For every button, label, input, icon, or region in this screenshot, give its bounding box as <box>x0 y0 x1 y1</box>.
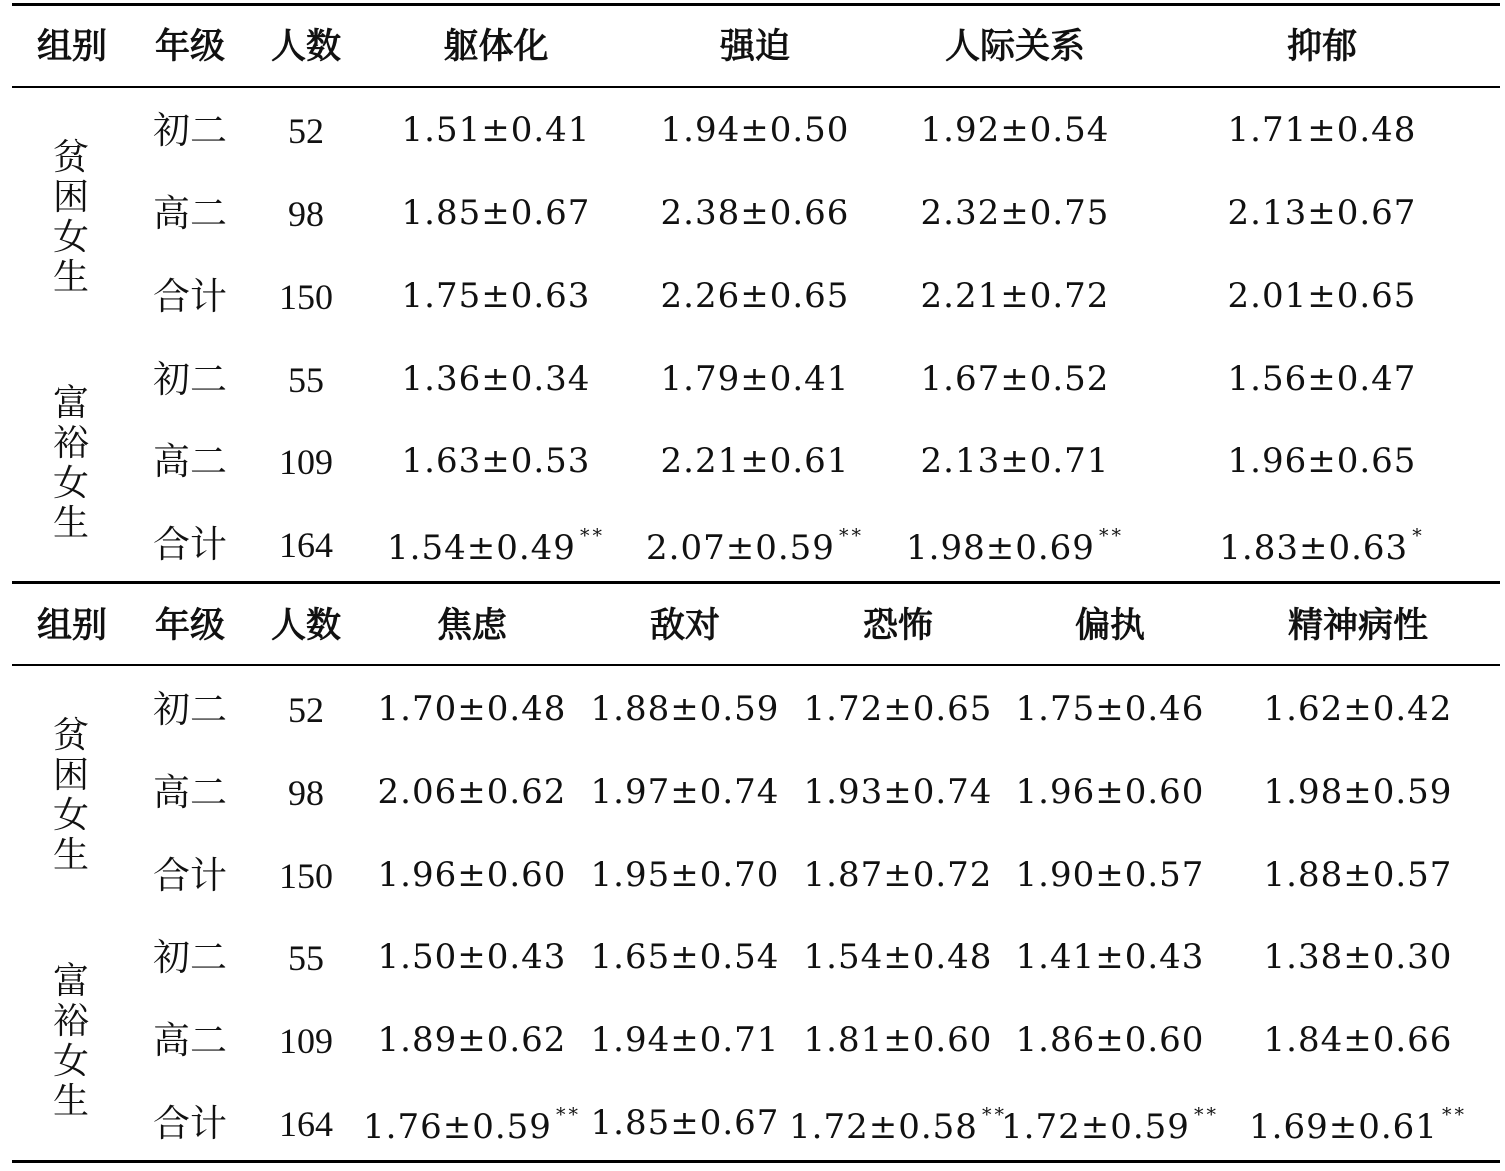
group-label-char: 女 <box>52 795 89 836</box>
mean-sd-value: 1.36±0.34 <box>401 359 591 399</box>
count-cell: 109 <box>279 1021 333 1061</box>
mean-sd-value: 1.75±0.46 <box>1015 689 1205 729</box>
value-cell <box>1249 1104 1467 1147</box>
group-label <box>52 962 90 1122</box>
value-cell <box>1015 937 1205 977</box>
value-cell <box>1227 110 1417 150</box>
value-cell <box>1015 772 1205 812</box>
value-cell <box>1227 359 1417 399</box>
value-cell <box>1227 441 1417 481</box>
value-cell <box>590 937 780 977</box>
value-cell <box>377 1020 567 1060</box>
significance-mark: * <box>1412 525 1425 547</box>
value-cell <box>363 1104 581 1147</box>
value-cell <box>920 441 1110 481</box>
grade-cell: 合计 <box>153 523 227 566</box>
group-label <box>52 716 90 876</box>
mean-sd-value: 1.54±0.49 <box>387 528 576 568</box>
mean-sd-value: 1.50±0.43 <box>377 937 567 977</box>
column-header: 年级 <box>154 606 226 646</box>
mean-sd-value: 1.72±0.65 <box>803 689 993 729</box>
grade-cell: 高二 <box>153 771 227 814</box>
mean-sd-value: 1.72±0.59 <box>1001 1107 1190 1147</box>
value-cell <box>377 689 567 729</box>
value-cell <box>803 1020 993 1060</box>
group-label-char: 女 <box>52 217 89 258</box>
group-label-char: 困 <box>52 177 89 218</box>
mean-sd-value: 1.90±0.57 <box>1015 855 1205 895</box>
value-cell <box>660 359 850 399</box>
mean-sd-value: 1.69±0.61 <box>1249 1107 1438 1147</box>
value-cell <box>401 193 591 233</box>
column-header: 精神病性 <box>1287 606 1429 646</box>
mean-sd-value: 1.89±0.62 <box>377 1020 567 1060</box>
count-cell: 55 <box>288 360 324 400</box>
header-rule-1 <box>12 86 1500 88</box>
mean-sd-value: 1.63±0.53 <box>401 441 591 481</box>
mean-sd-value: 1.76±0.59 <box>363 1107 552 1147</box>
mean-sd-value: 2.13±0.67 <box>1227 193 1417 233</box>
grade-cell: 高二 <box>153 440 227 483</box>
count-cell: 109 <box>279 442 333 482</box>
header-rule-2 <box>12 664 1500 666</box>
value-cell <box>401 110 591 150</box>
mean-sd-value: 1.51±0.41 <box>401 110 591 150</box>
mean-sd-value: 1.81±0.60 <box>803 1020 993 1060</box>
mean-sd-value: 2.32±0.75 <box>920 193 1110 233</box>
group-label <box>52 384 90 544</box>
value-cell <box>590 1020 780 1060</box>
value-cell <box>803 772 993 812</box>
value-cell <box>1263 772 1453 812</box>
mean-sd-value: 1.95±0.70 <box>590 855 780 895</box>
group-label-char: 生 <box>52 503 89 544</box>
significance-mark: ** <box>981 1104 1007 1126</box>
value-cell <box>660 110 850 150</box>
column-header: 焦虑 <box>436 606 508 646</box>
mean-sd-value: 1.88±0.57 <box>1263 855 1453 895</box>
column-header: 人数 <box>270 606 342 646</box>
mean-sd-value: 1.96±0.60 <box>1015 772 1205 812</box>
grade-cell: 初二 <box>153 109 227 152</box>
value-cell <box>660 193 850 233</box>
group-label-char: 生 <box>52 257 89 298</box>
count-cell: 98 <box>288 194 324 234</box>
value-cell <box>590 1103 780 1143</box>
significance-mark: ** <box>838 525 864 547</box>
count-cell: 52 <box>288 690 324 730</box>
count-cell: 164 <box>279 1104 333 1144</box>
group-label-char: 富 <box>52 961 89 1002</box>
value-cell <box>1263 855 1453 895</box>
value-cell <box>1015 1020 1205 1060</box>
mean-sd-value: 1.84±0.66 <box>1263 1020 1453 1060</box>
column-header: 组别 <box>36 606 108 646</box>
significance-mark: ** <box>1098 525 1124 547</box>
bottom-rule <box>12 1160 1500 1163</box>
mean-sd-value: 1.86±0.60 <box>1015 1020 1205 1060</box>
value-cell <box>789 1104 1007 1147</box>
mean-sd-value: 1.92±0.54 <box>920 110 1110 150</box>
significance-mark: ** <box>1441 1104 1467 1126</box>
mean-sd-value: 1.94±0.71 <box>590 1020 780 1060</box>
value-cell <box>401 441 591 481</box>
count-cell: 164 <box>279 525 333 565</box>
grade-cell: 初二 <box>153 936 227 979</box>
column-header: 敌对 <box>649 606 721 646</box>
value-cell <box>387 525 605 568</box>
mean-sd-value: 2.07±0.59 <box>646 528 835 568</box>
mean-sd-value: 1.38±0.30 <box>1263 937 1453 977</box>
count-cell: 150 <box>279 277 333 317</box>
value-cell <box>590 772 780 812</box>
value-cell <box>803 689 993 729</box>
mean-sd-value: 1.88±0.59 <box>590 689 780 729</box>
mean-sd-value: 1.87±0.72 <box>803 855 993 895</box>
group-label-char: 困 <box>52 755 89 796</box>
column-header: 强迫 <box>719 27 791 67</box>
mean-sd-value: 1.70±0.48 <box>377 689 567 729</box>
mean-sd-value: 2.13±0.71 <box>920 441 1110 481</box>
mean-sd-value: 1.71±0.48 <box>1227 110 1417 150</box>
grade-cell: 初二 <box>153 688 227 731</box>
group-label-char: 贫 <box>52 715 89 756</box>
count-cell: 150 <box>279 856 333 896</box>
group-label <box>52 138 90 298</box>
grade-cell: 高二 <box>153 1019 227 1062</box>
value-cell <box>803 855 993 895</box>
mean-sd-value: 2.06±0.62 <box>377 772 567 812</box>
value-cell <box>1001 1104 1219 1147</box>
value-cell <box>377 772 567 812</box>
column-header: 组别 <box>36 27 108 67</box>
mean-sd-value: 1.96±0.60 <box>377 855 567 895</box>
count-cell: 98 <box>288 773 324 813</box>
mean-sd-value: 1.72±0.58 <box>789 1107 978 1147</box>
value-cell <box>1219 525 1425 568</box>
count-cell: 52 <box>288 111 324 151</box>
value-cell <box>920 359 1110 399</box>
grade-cell: 合计 <box>153 275 227 318</box>
mean-sd-value: 1.56±0.47 <box>1227 359 1417 399</box>
value-cell <box>920 110 1110 150</box>
mean-sd-value: 2.26±0.65 <box>660 276 850 316</box>
value-cell <box>660 276 850 316</box>
mean-sd-value: 1.97±0.74 <box>590 772 780 812</box>
mean-sd-value: 1.65±0.54 <box>590 937 780 977</box>
value-cell <box>1263 689 1453 729</box>
mean-sd-value: 1.93±0.74 <box>803 772 993 812</box>
mean-sd-value: 1.67±0.52 <box>920 359 1110 399</box>
significance-mark: ** <box>1193 1104 1219 1126</box>
mean-sd-value: 1.94±0.50 <box>660 110 850 150</box>
mean-sd-value: 1.98±0.69 <box>906 528 1095 568</box>
group-label-char: 生 <box>52 835 89 876</box>
column-header: 抑郁 <box>1286 27 1358 67</box>
value-cell <box>1227 193 1417 233</box>
value-cell <box>1015 855 1205 895</box>
mean-sd-value: 1.98±0.59 <box>1263 772 1453 812</box>
grade-cell: 合计 <box>153 854 227 897</box>
group-label-char: 富 <box>52 383 89 424</box>
group-label-char: 女 <box>52 1041 89 1082</box>
value-cell <box>920 193 1110 233</box>
value-cell <box>1227 276 1417 316</box>
mean-sd-value: 2.21±0.61 <box>660 441 850 481</box>
mean-sd-value: 2.38±0.66 <box>660 193 850 233</box>
mean-sd-value: 1.83±0.63 <box>1219 528 1409 568</box>
value-cell <box>1263 1020 1453 1060</box>
significance-mark: ** <box>555 1104 581 1126</box>
grade-cell: 高二 <box>153 192 227 235</box>
value-cell <box>920 276 1110 316</box>
group-label-char: 女 <box>52 463 89 504</box>
column-header: 恐怖 <box>862 606 934 646</box>
mean-sd-value: 1.62±0.42 <box>1263 689 1453 729</box>
mean-sd-value: 1.79±0.41 <box>660 359 850 399</box>
top-rule <box>12 3 1500 6</box>
value-cell <box>660 441 850 481</box>
mean-sd-value: 1.54±0.48 <box>803 937 993 977</box>
mean-sd-value: 1.96±0.65 <box>1227 441 1417 481</box>
value-cell <box>377 937 567 977</box>
column-header: 偏执 <box>1074 606 1146 646</box>
value-cell <box>590 855 780 895</box>
group-label-char: 贫 <box>52 137 89 178</box>
significance-mark: ** <box>579 525 605 547</box>
mean-sd-value: 2.01±0.65 <box>1227 276 1417 316</box>
value-cell <box>803 937 993 977</box>
value-cell <box>590 689 780 729</box>
column-header: 躯体化 <box>443 27 549 67</box>
value-cell <box>646 525 864 568</box>
group-label-char: 生 <box>52 1081 89 1122</box>
value-cell <box>401 359 591 399</box>
value-cell <box>1015 689 1205 729</box>
value-cell <box>906 525 1124 568</box>
mean-sd-value: 1.85±0.67 <box>401 193 591 233</box>
grade-cell: 合计 <box>153 1102 227 1145</box>
value-cell <box>401 276 591 316</box>
mean-sd-value: 2.21±0.72 <box>920 276 1110 316</box>
column-header: 年级 <box>154 27 226 67</box>
value-cell <box>377 855 567 895</box>
value-cell <box>1263 937 1453 977</box>
count-cell: 55 <box>288 938 324 978</box>
grade-cell: 初二 <box>153 358 227 401</box>
mean-sd-value: 1.75±0.63 <box>401 276 591 316</box>
group-label-char: 裕 <box>52 1001 89 1042</box>
mean-sd-value: 1.85±0.67 <box>590 1103 780 1143</box>
mean-sd-value: 1.41±0.43 <box>1015 937 1205 977</box>
column-header: 人际关系 <box>944 27 1086 67</box>
middle-rule <box>12 581 1500 584</box>
group-label-char: 裕 <box>52 423 89 464</box>
column-header: 人数 <box>270 27 342 67</box>
